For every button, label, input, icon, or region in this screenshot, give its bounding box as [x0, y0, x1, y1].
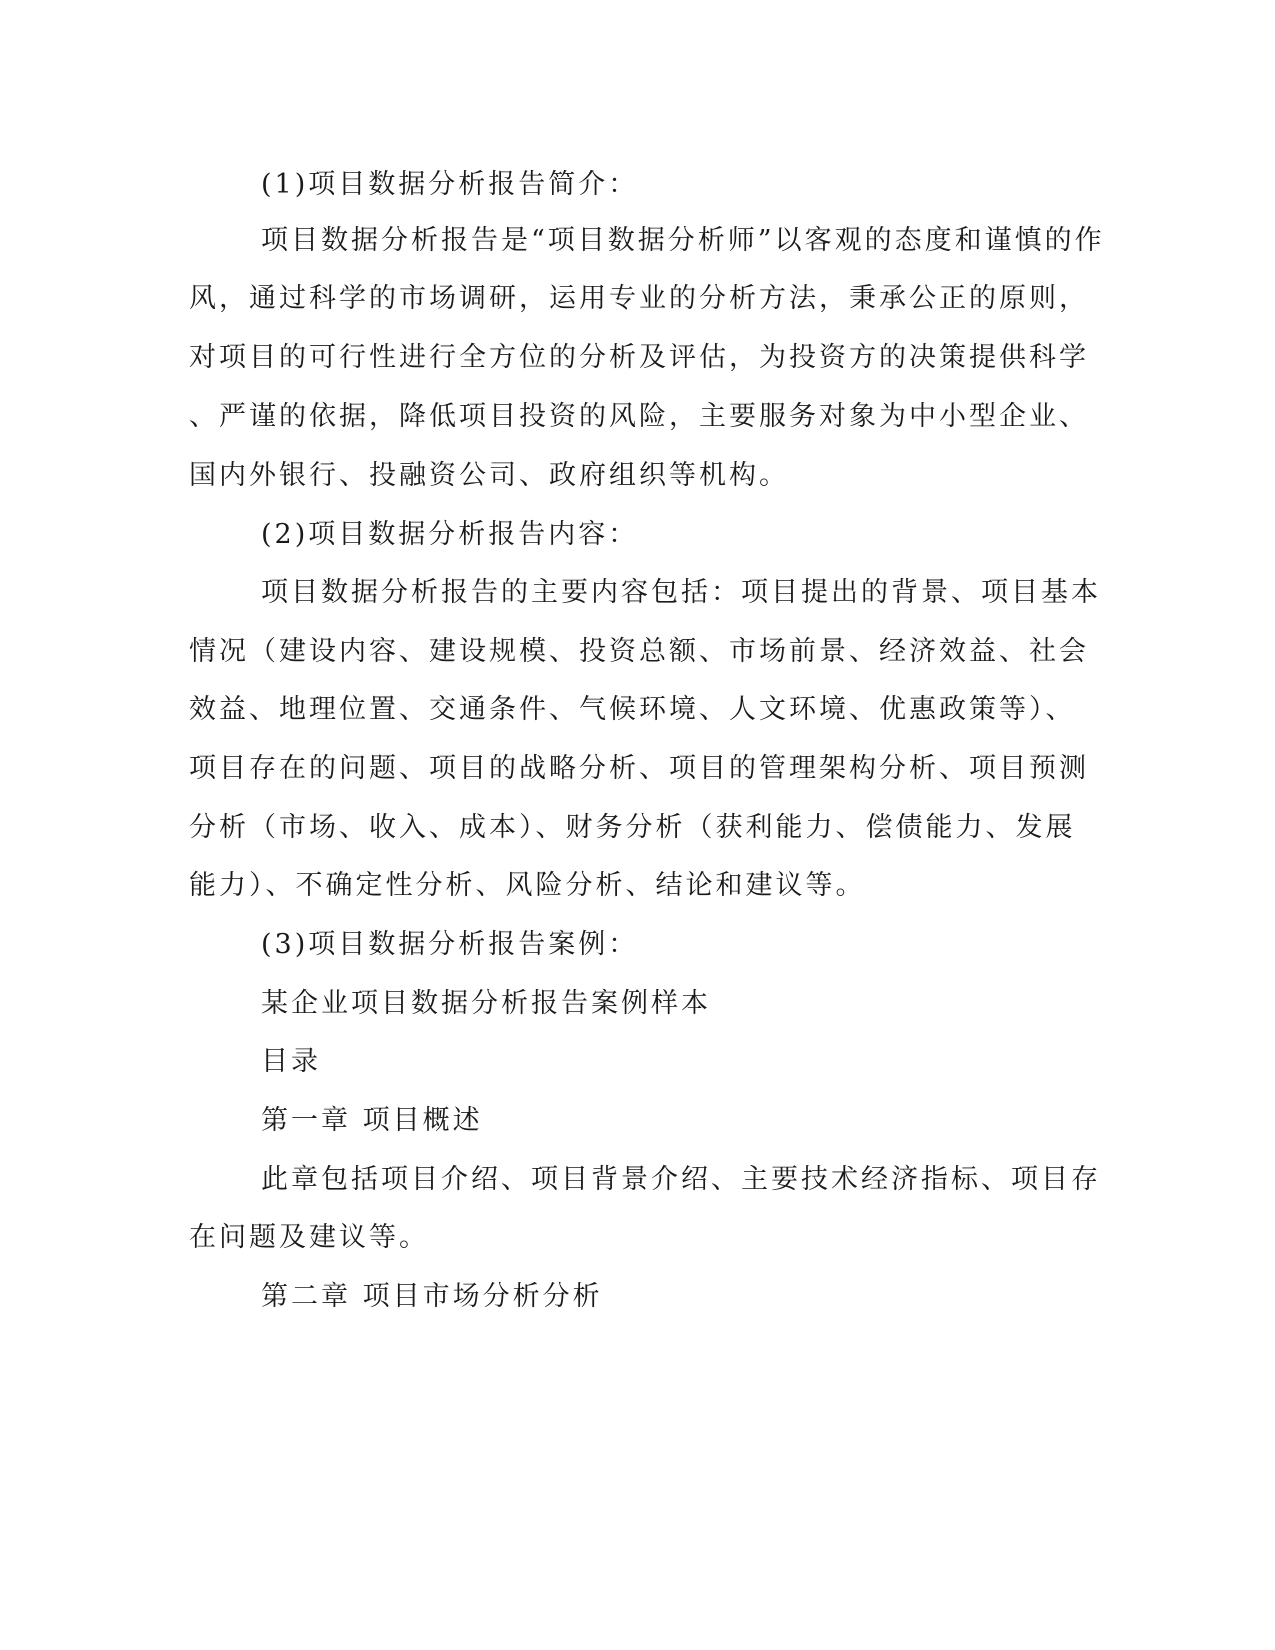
toc-label: 目录: [261, 1046, 321, 1077]
chapter1-paragraph-line-2: 在问题及建议等。: [189, 1222, 429, 1253]
section1-paragraph-line-3: 对项目的可行性进行全方位的分析及评估，为投资方的决策提供科学: [189, 342, 1089, 373]
section2-paragraph-line-4: 项目存在的问题、项目的战略分析、项目的管理架构分析、项目预测: [189, 753, 1089, 784]
chapter2-title: 第二章 项目市场分析分析: [261, 1281, 603, 1312]
section2-paragraph-line-6: 能力）、不确定性分析、风险分析、结论和建议等。: [189, 870, 866, 901]
section3-heading: (3)项目数据分析报告案例：: [261, 929, 639, 960]
section2-paragraph-line-2: 情况（建设内容、建设规模、投资总额、市场前景、经济效益、社会: [189, 636, 1089, 667]
section1-paragraph-line-1: 项目数据分析报告是“项目数据分析师”以客观的态度和谨慎的作: [261, 225, 1105, 256]
section2-paragraph-line-3: 效益、地理位置、交通条件、气候环境、人文环境、优惠政策等）、: [189, 694, 1076, 725]
section1-heading: (1)项目数据分析报告简介：: [261, 169, 639, 200]
chapter1-paragraph-line-1: 此章包括项目介绍、项目背景介绍、主要技术经济指标、项目存: [261, 1164, 1101, 1195]
section2-paragraph-line-5: 分析（市场、收入、成本）、财务分析（获利能力、偿债能力、发展: [189, 812, 1076, 843]
chapter1-title: 第一章 项目概述: [261, 1105, 483, 1136]
section1-paragraph-line-4: 、严谨的依据，降低项目投资的风险，主要服务对象为中小型企业、: [189, 401, 1089, 432]
section1-paragraph-line-5: 国内外银行、投融资公司、政府组织等机构。: [189, 460, 789, 491]
section2-heading: (2)项目数据分析报告内容：: [261, 519, 639, 550]
section1-paragraph-line-2: 风，通过科学的市场调研，运用专业的分析方法，秉承公正的原则，: [189, 283, 1089, 314]
section2-paragraph-line-1: 项目数据分析报告的主要内容包括：项目提出的背景、项目基本: [261, 577, 1101, 608]
sample-title: 某企业项目数据分析报告案例样本: [261, 988, 711, 1019]
